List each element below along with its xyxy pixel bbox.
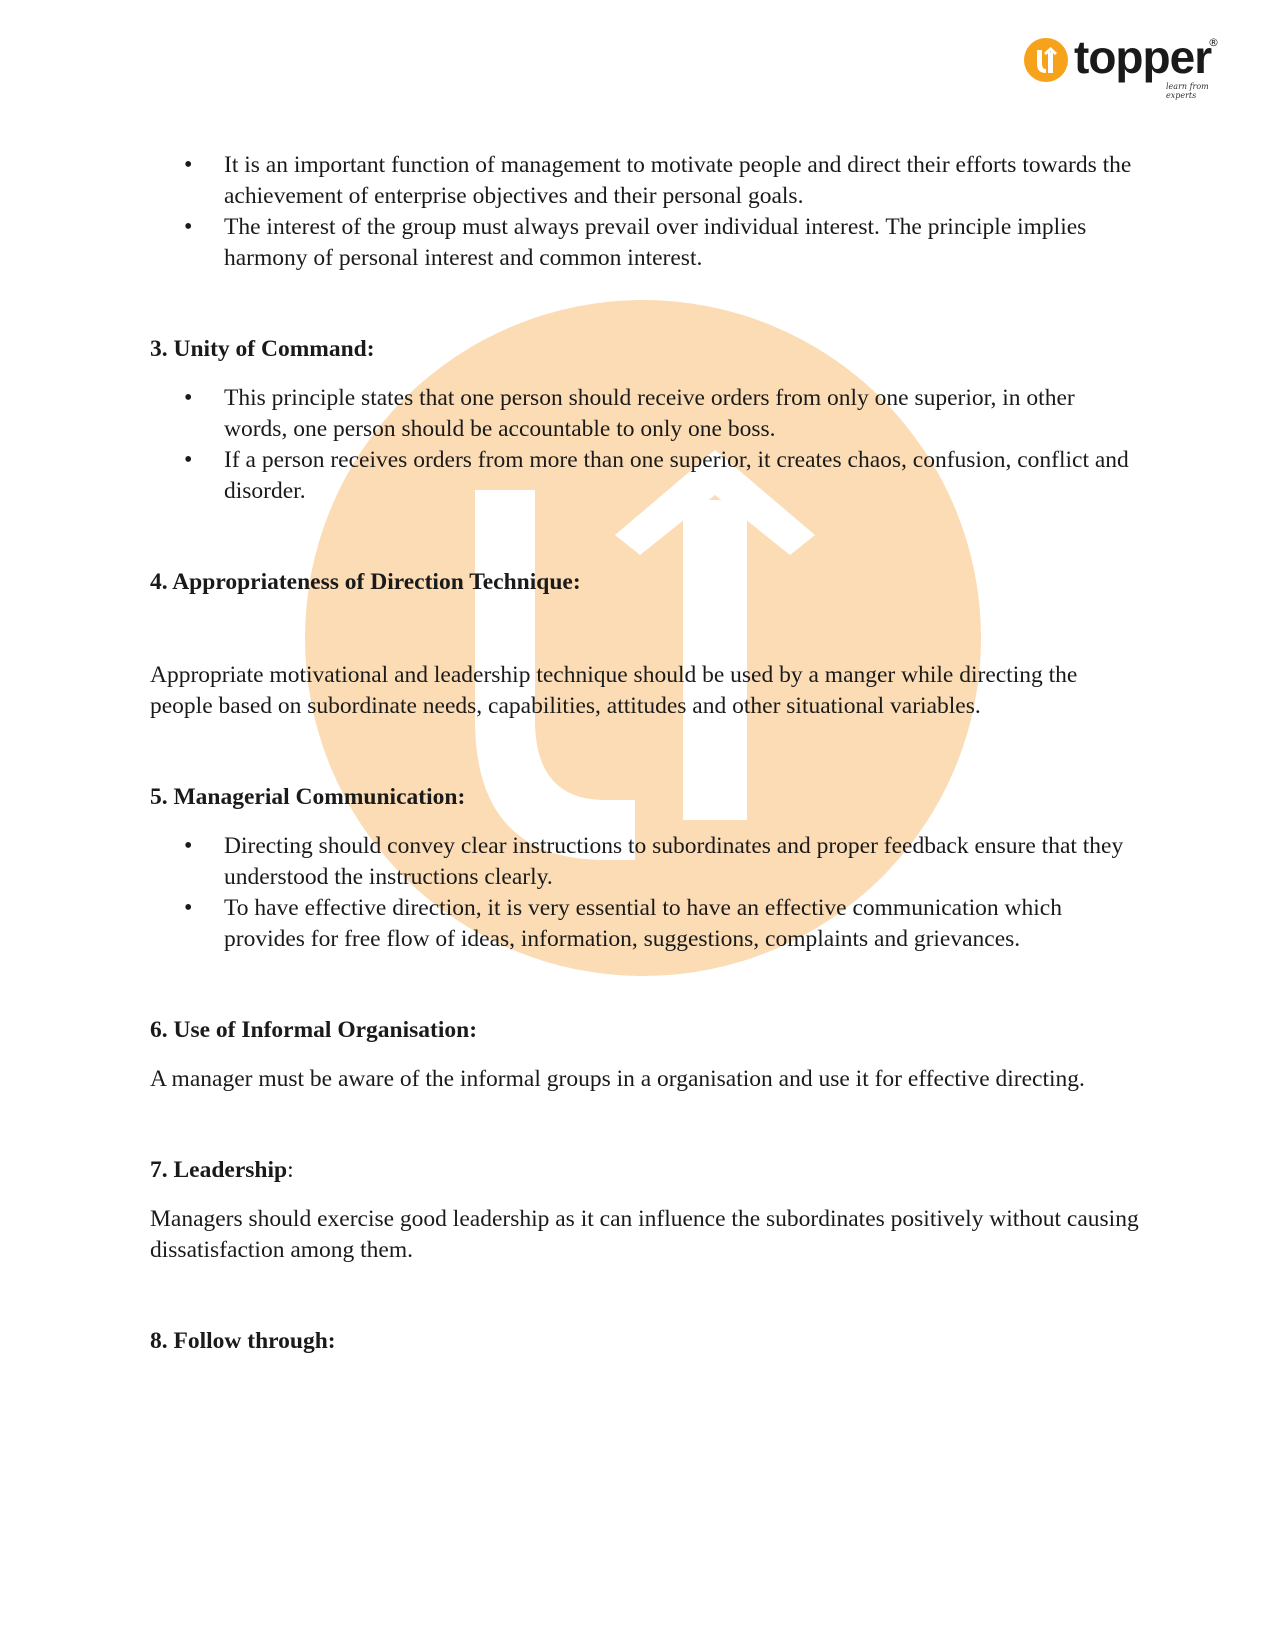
- list-item: • The interest of the group must always prevail over individual interest. The principle implies harmony of personal interest and common interest.: [224, 212, 1140, 274]
- section-heading-informal-organisation: 6. Use of Informal Organisation:: [150, 1017, 478, 1043]
- section-heading-managerial-communication: 5. Managerial Communication:: [150, 784, 466, 810]
- section-heading-follow-through: 8. Follow through:: [150, 1328, 336, 1354]
- leadership-paragraph: Managers should exercise good leadership as it can influence the subordinates positively without causing dissatisfaction among them.: [150, 1206, 1139, 1263]
- list-item: • If a person receives orders from more than one superior, it creates chaos, confusion, conflict and disorder.: [224, 445, 1140, 507]
- unity-of-command-bullets: [150, 383, 1140, 507]
- list-item: • Directing should convey clear instructions to subordinates and proper feedback ensure that they understood the instructions clearly.: [224, 831, 1140, 893]
- registered-mark: ®: [1208, 36, 1219, 49]
- section-heading-direction-technique: 4. Appropriateness of Direction Technique:: [150, 569, 581, 595]
- list-item: • It is an important function of management to motivate people and direct their efforts towards the achievement of enterprise objectives and their personal goals.: [224, 150, 1140, 212]
- direction-technique-paragraph: Appropriate motivational and leadership technique should be used by a manger while directing the people based on subordinate needs, capabilities, attitudes and other situational variables.: [150, 662, 1078, 719]
- logo-tagline: learn from experts: [1166, 82, 1209, 100]
- leadership-heading-text: 7. Leadership: [150, 1157, 288, 1183]
- logo-wordmark: topper: [1074, 31, 1212, 83]
- list-item: • This principle states that one person should receive orders from only one superior, in other words, one person should be accountable to only one boss.: [224, 383, 1140, 445]
- leadership-heading-colon: :: [287, 1157, 294, 1183]
- section-heading-leadership: [150, 1155, 1140, 1186]
- intro-bullet-list: [150, 150, 1140, 274]
- logo-u-icon: [1024, 38, 1068, 82]
- topper-logo: [1020, 31, 1220, 100]
- managerial-communication-bullets: [150, 831, 1140, 955]
- informal-organisation-paragraph: A manager must be aware of the informal groups in a organisation and use it for effective directing.: [150, 1066, 1085, 1092]
- section-heading-unity-of-command: 3. Unity of Command:: [150, 336, 375, 362]
- document-body: [150, 150, 1140, 1357]
- list-item: • To have effective direction, it is very essential to have an effective communication which provides for free flow of ideas, information, suggestions, complaints and grievances.: [224, 893, 1140, 955]
